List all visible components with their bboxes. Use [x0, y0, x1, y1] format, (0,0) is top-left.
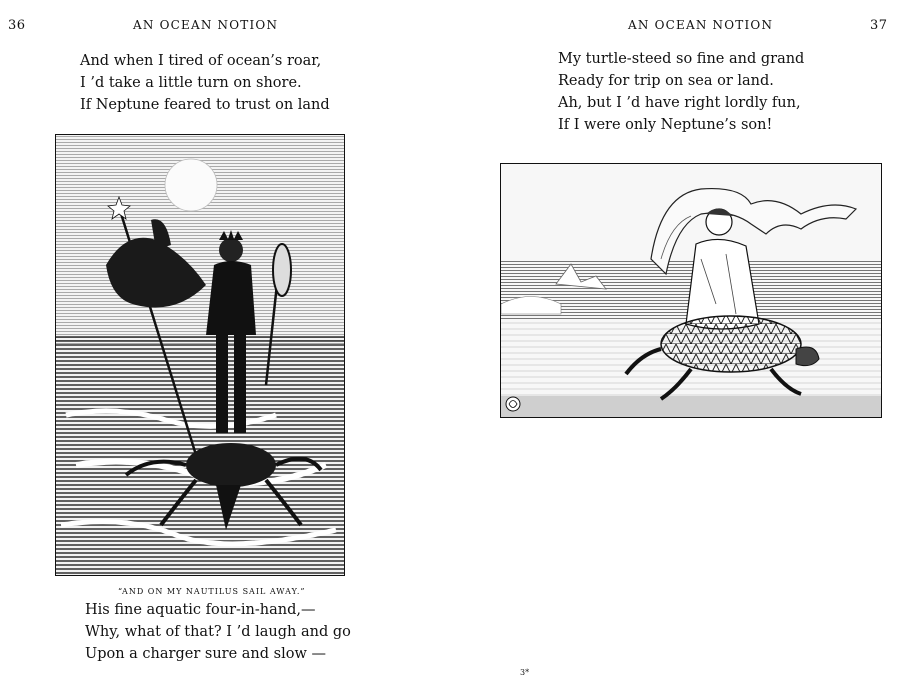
verse-line: If Neptune feared to trust on land	[80, 97, 330, 113]
verse-left-top	[80, 50, 330, 116]
verse-line: And when I tired of ocean’s roar,	[80, 53, 322, 69]
illustration-caption: “AND ON MY NAUTILUS SAIL AWAY.”	[118, 587, 306, 596]
running-head-right: AN OCEAN NOTION	[628, 18, 774, 32]
verse-line: His fine aquatic four-in-hand,—	[85, 602, 316, 618]
verse-left-bottom	[85, 599, 351, 665]
verse-line: My turtle-steed so fine and grand	[558, 51, 805, 67]
verse-line: Why, what of that? I ’d laugh and go	[85, 624, 351, 640]
verse-line: Ah, but I ’d have right lordly fun,	[558, 95, 801, 111]
turtle-illustration	[500, 163, 882, 418]
right-page	[454, 0, 908, 681]
page-number-right: 37	[870, 18, 888, 33]
verse-line: I ’d take a little turn on shore.	[80, 75, 302, 91]
verse-line: If I were only Neptune’s son!	[558, 117, 773, 133]
verse-line: Ready for trip on sea or land.	[558, 73, 774, 89]
printer-signature: 3*	[520, 668, 530, 677]
neptune-illustration	[55, 134, 345, 576]
verse-right-top	[558, 48, 804, 136]
verse-line: Upon a charger sure and slow —	[85, 646, 326, 662]
page-number-left: 36	[8, 18, 26, 33]
running-head-left: AN OCEAN NOTION	[133, 18, 279, 32]
